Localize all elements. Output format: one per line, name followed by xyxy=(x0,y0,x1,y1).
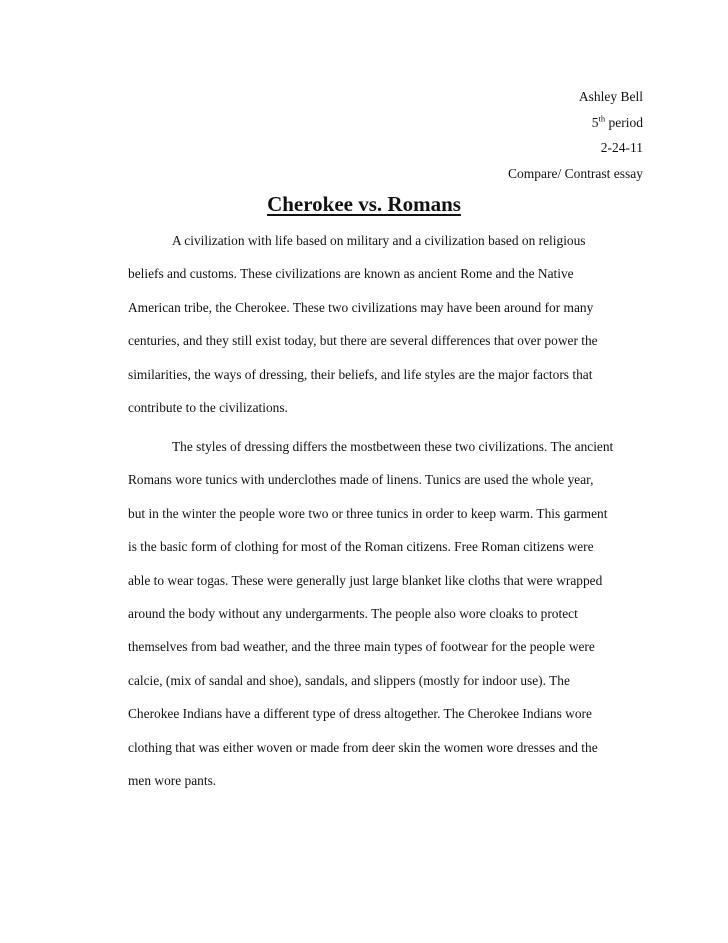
period-suffix: th xyxy=(598,113,606,123)
paragraph-line: contribute to the civilizations. xyxy=(128,400,288,416)
paragraph-line: clothing that was either woven or made from deer skin the women wore dresses and the xyxy=(128,739,598,755)
paragraph-line: A civilization with life based on military and a civilization based on religious xyxy=(172,233,586,248)
paragraph-line: beliefs and customs. These civilizations are known as ancient Rome and the Native xyxy=(128,266,574,282)
period-number: 5 xyxy=(591,114,599,130)
class-period xyxy=(508,110,643,136)
paragraph-line: themselves from bad weather, and the three main types of footwear for the people were xyxy=(128,639,595,655)
assignment-type: Compare/ Contrast essay xyxy=(508,165,643,181)
essay-title: Cherokee vs. Romans xyxy=(267,192,461,216)
paragraph-line: around the body without any undergarments. The people also wore cloaks to protect xyxy=(128,606,578,622)
essay-date: 2-24-11 xyxy=(600,140,643,155)
paragraph-line: The styles of dressing differs the mostbetween these two civilizations. The ancient xyxy=(172,439,614,454)
period-word: period xyxy=(605,114,643,130)
paragraph-line: calcie, (mix of sandal and shoe), sandals, and slippers (mostly for indoor use). The xyxy=(128,672,570,688)
paragraph-line: but in the winter the people wore two or three tunics in order to keep warm. This garment xyxy=(128,505,608,521)
paragraph-line: men wore pants. xyxy=(128,773,217,789)
paragraph-2 xyxy=(128,430,633,797)
paragraph-line: Romans wore tunics with underclothes made of linens. Tunics are used the whole year, xyxy=(128,472,594,488)
paragraph-line: centuries, and they still exist today, but there are several differences that over power the xyxy=(128,333,598,349)
paragraph-line: able to wear togas. These were generally just large blanket like cloths that were wrapped xyxy=(128,572,603,588)
author-name: Ashley Bell xyxy=(578,89,643,104)
essay-header xyxy=(508,84,643,186)
paragraph-1 xyxy=(128,224,633,424)
paragraph-line: is the basic form of clothing for most of the Roman citizens. Free Roman citizens were xyxy=(128,539,594,555)
paragraph-line: American tribe, the Cherokee. These two civilizations may have been around for many xyxy=(128,299,594,315)
paragraph-line: similarities, the ways of dressing, their beliefs, and life styles are the major factors that xyxy=(128,366,593,382)
paragraph-line: Cherokee Indians have a different type of dress altogether. The Cherokee Indians wore xyxy=(128,706,592,722)
